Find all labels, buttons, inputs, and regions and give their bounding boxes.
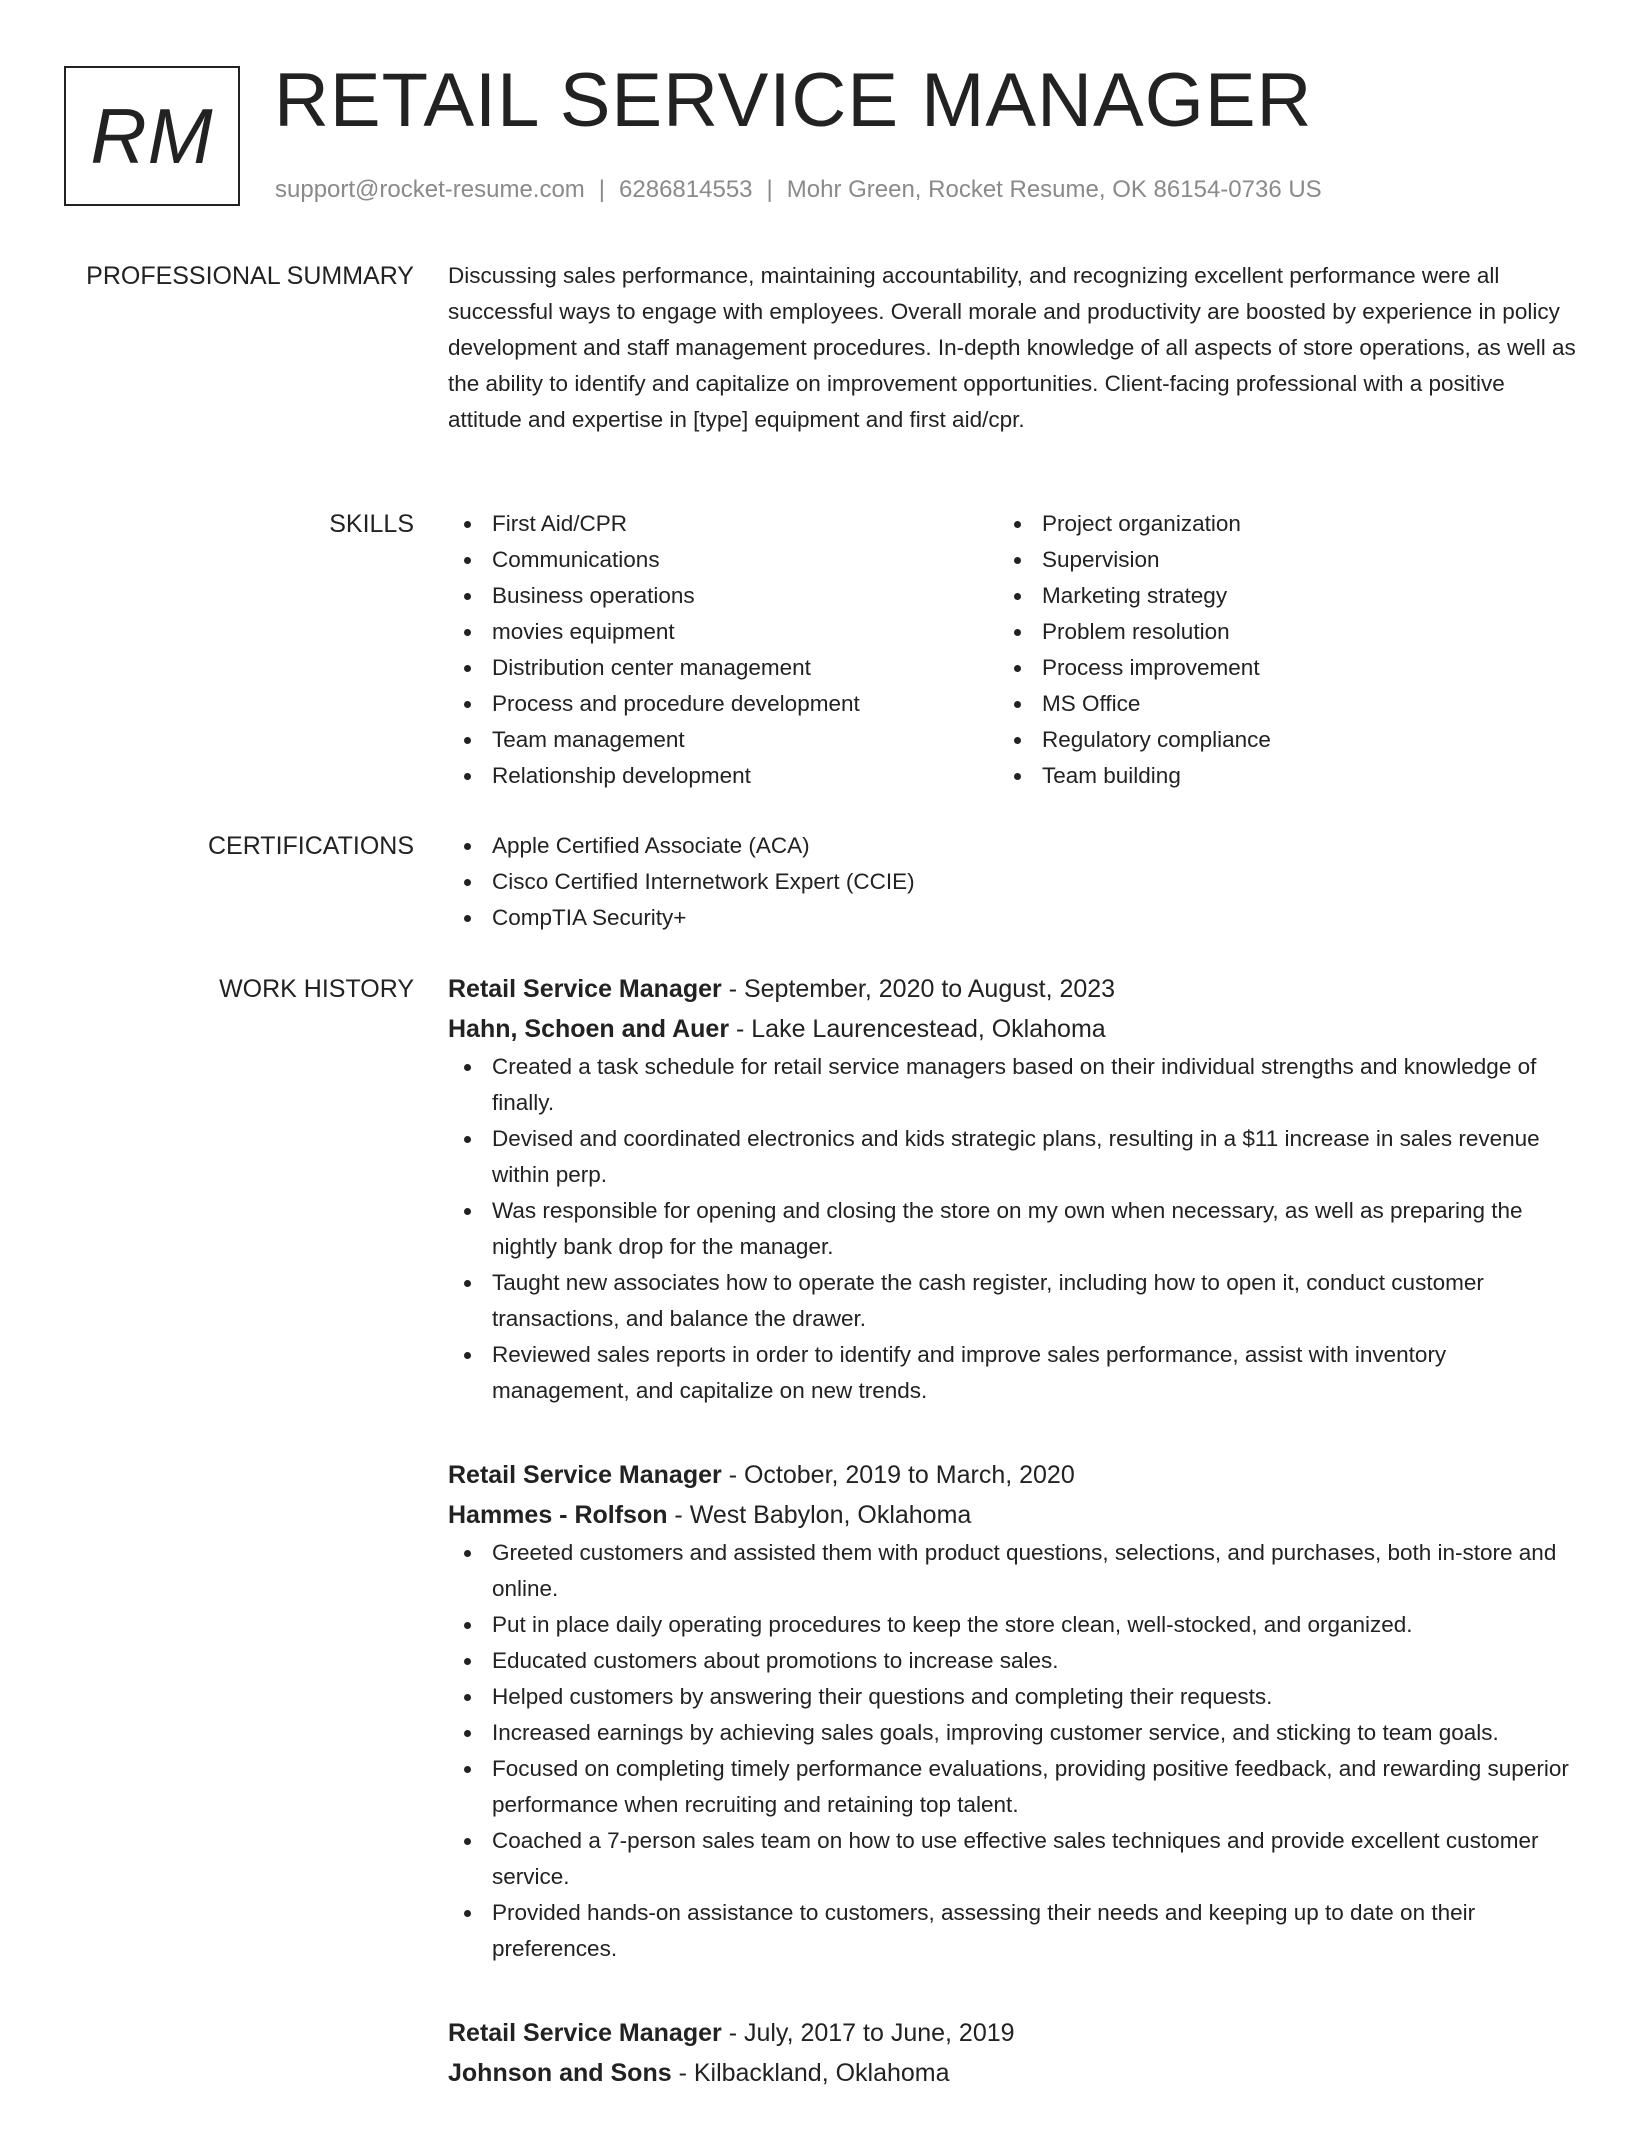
skill-item: Communications (448, 542, 988, 578)
skill-item: Business operations (448, 578, 988, 614)
job-title: Retail Service Manager (448, 975, 722, 1003)
job-title: Retail Service Manager (448, 1461, 722, 1489)
contact-separator: | (598, 176, 606, 203)
skill-item: movies equipment (448, 614, 988, 650)
contact-line (275, 174, 1322, 206)
skill-item: MS Office (998, 686, 1538, 722)
contact-address: Mohr Green, Rocket Resume, OK 86154-0736 US (786, 176, 1322, 203)
job-bullet: Taught new associates how to operate the cash register, including how to open it, conduct customer transactions, and balance the drawer. (448, 1265, 1578, 1337)
certifications-body (448, 828, 1578, 936)
certifications-list (448, 828, 1578, 936)
section-label-work-history: WORK HISTORY (219, 975, 414, 1003)
skill-item: Process improvement (998, 650, 1538, 686)
job-bullet-list (448, 1535, 1578, 1967)
job-location: - Kilbackland, Oklahoma (671, 2059, 950, 2087)
summary-body (448, 258, 1578, 438)
skill-item: Team building (998, 758, 1538, 794)
job-dates: - September, 2020 to August, 2023 (721, 975, 1116, 1003)
skill-item: Marketing strategy (998, 578, 1538, 614)
job-bullet: Created a task schedule for retail service managers based on their individual strengths and knowledge of finally. (448, 1049, 1578, 1121)
summary-text: Discussing sales performance, maintaining accountability, and recognizing excellent performance were all successful ways to engage with employees. Overall morale and productivity are boosted by experience in policy development and staff management procedures. In-depth knowledge of all aspects of store operations, as well as the ability to identify and capitalize on improvement opportunities. Client-facing professional with a positive attitude and expertise in [type] equipment and first aid/cpr. (448, 263, 1576, 432)
job-bullet: Reviewed sales reports in order to identify and improve sales performance, assist with inventory management, and capitalize on new trends. (448, 1337, 1578, 1409)
job-bullet: Provided hands-on assistance to customers, assessing their needs and keeping up to date on their preferences. (448, 1895, 1578, 1967)
job-company-line (448, 2053, 1578, 2093)
job-bullet: Educated customers about promotions to increase sales. (448, 1643, 1578, 1679)
section-label-certifications: CERTIFICATIONS (207, 832, 414, 860)
job-dates: - July, 2017 to June, 2019 (721, 2019, 1015, 2047)
job-dates: - October, 2019 to March, 2020 (721, 1461, 1075, 1489)
skill-item: Project organization (998, 506, 1538, 542)
job-entry (448, 1455, 1578, 1967)
job-title-line (448, 1455, 1578, 1495)
skills-list-right (998, 506, 1538, 794)
skill-item: Team management (448, 722, 988, 758)
skill-item: Distribution center management (448, 650, 988, 686)
job-title: Retail Service Manager (448, 2019, 722, 2047)
job-company: Hammes - Rolfson (448, 1501, 668, 1529)
job-bullet: Helped customers by answering their questions and completing their requests. (448, 1679, 1578, 1715)
job-company: Hahn, Schoen and Auer (448, 1015, 730, 1043)
job-company-line (448, 1495, 1578, 1535)
skill-item: Problem resolution (998, 614, 1538, 650)
monogram-logo: RM (64, 66, 240, 206)
job-location: - West Babylon, Oklahoma (667, 1501, 972, 1529)
job-bullet: Focused on completing timely performance evaluations, providing positive feedback, and rewarding superior performance when recruiting and retaining top talent. (448, 1751, 1578, 1823)
job-bullet-list (448, 1049, 1578, 1409)
certification-item: Cisco Certified Internetwork Expert (CCIE) (448, 864, 1578, 900)
job-company: Johnson and Sons (448, 2059, 672, 2087)
job-title-line (448, 969, 1578, 1009)
job-bullet: Greeted customers and assisted them with product questions, selections, and purchases, both in-store and online. (448, 1535, 1578, 1607)
certification-item: CompTIA Security+ (448, 900, 1578, 936)
skills-section (64, 506, 1568, 794)
work-history-body (448, 969, 1578, 2139)
certification-item: Apple Certified Associate (ACA) (448, 828, 1578, 864)
contact-phone: 6286814553 (619, 176, 753, 203)
section-label-skills: SKILLS (329, 510, 414, 538)
job-title-line (448, 2013, 1578, 2053)
page-title: RETAIL SERVICE MANAGER (274, 58, 1313, 143)
skill-item: First Aid/CPR (448, 506, 988, 542)
skill-item: Process and procedure development (448, 686, 988, 722)
skill-item: Supervision (998, 542, 1538, 578)
job-bullet: Coached a 7-person sales team on how to use effective sales techniques and provide excellent customer service. (448, 1823, 1578, 1895)
job-bullet: Was responsible for opening and closing the store on my own when necessary, as well as preparing the nightly bank drop for the manager. (448, 1193, 1578, 1265)
contact-separator: | (766, 176, 773, 203)
job-bullet: Put in place daily operating procedures to keep the store clean, well-stocked, and organized. (448, 1607, 1578, 1643)
job-company-line (448, 1009, 1578, 1049)
contact-email: support@rocket-resume.com (275, 176, 585, 203)
skill-item: Relationship development (448, 758, 988, 794)
skills-list-left (448, 506, 988, 794)
section-label-summary: PROFESSIONAL SUMMARY (86, 262, 414, 290)
job-bullet: Increased earnings by achieving sales goals, improving customer service, and sticking to team goals. (448, 1715, 1578, 1751)
job-entry (448, 969, 1578, 1409)
job-entry (448, 2013, 1578, 2093)
job-location: - Lake Laurencestead, Oklahoma (729, 1015, 1106, 1043)
skill-item: Regulatory compliance (998, 722, 1538, 758)
job-bullet: Devised and coordinated electronics and kids strategic plans, resulting in a $11 increase in sales revenue within perp. (448, 1121, 1578, 1193)
skills-body (448, 506, 1578, 794)
